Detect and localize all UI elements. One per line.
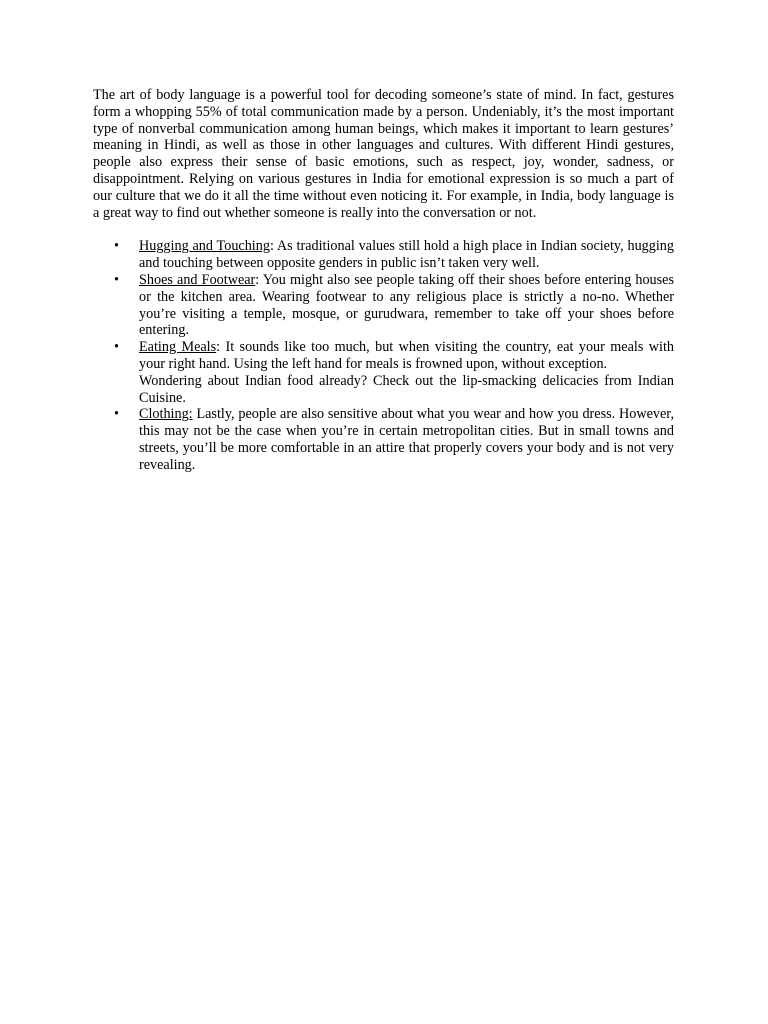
bullet-term: Eating Meals [139, 339, 217, 356]
bullet-term: Shoes and Footwear [139, 271, 256, 288]
bullet-icon: • [114, 238, 119, 255]
list-item [93, 406, 674, 473]
list-item [93, 339, 674, 406]
bullet-text: : As traditional values still hold a high place in Indian society, hugging and touching between opposite genders in public isn’t taken very well. [139, 238, 674, 272]
bullet-extra-text: Wondering about Indian food already? Check out the lip-smacking delicacies from Indian Cuisine. [139, 372, 674, 406]
bullet-term: Clothing: [139, 406, 193, 423]
bullet-list [93, 238, 674, 473]
bullet-term: Hugging and Touching [139, 238, 270, 255]
list-item [93, 238, 674, 272]
document-page [93, 87, 674, 474]
bullet-icon: • [114, 406, 119, 423]
bullet-text: : You might also see people taking off their shoes before entering houses or the kitchen area. Wearing footwear to any religious place is strictly a no-no. Whether you’re visiting a temple, mosque, or gurudwara, remember to take off your shoes before entering. [139, 271, 674, 339]
bullet-icon: • [114, 271, 119, 288]
list-item [93, 272, 674, 339]
bullet-icon: • [114, 339, 119, 356]
intro-paragraph: The art of body language is a powerful tool for decoding someone’s state of mind. In fact, gestures form a whopping 55% of total communication made by a person. Undeniably, it’s the most important type of nonverbal communication among human beings, which makes it important to learn gestures’ meaning in Hindi, as well as those in other languages and cultures. With different Hindi gestures, people also express their sense of basic emotions, such as respect, joy, wonder, sadness, or disappointment. Relying on various gestures in India for emotional expression is so much a part of our culture that we do it all the time without even noticing it. For example, in India, body language is a great way to find out whether someone is really into the conversation or not. [93, 87, 674, 221]
bullet-text: : It sounds like too much, but when visiting the country, eat your meals with your right hand. Using the left hand for meals is frowned upon, without exception. [139, 339, 674, 372]
bullet-text: Lastly, people are also sensitive about what you wear and how you dress. However, this may not be the case when you’re in certain metropolitan cities. But in small towns and streets, you’ll be more comfortable in an attire that properly covers your body and is not very revealing. [139, 406, 674, 473]
